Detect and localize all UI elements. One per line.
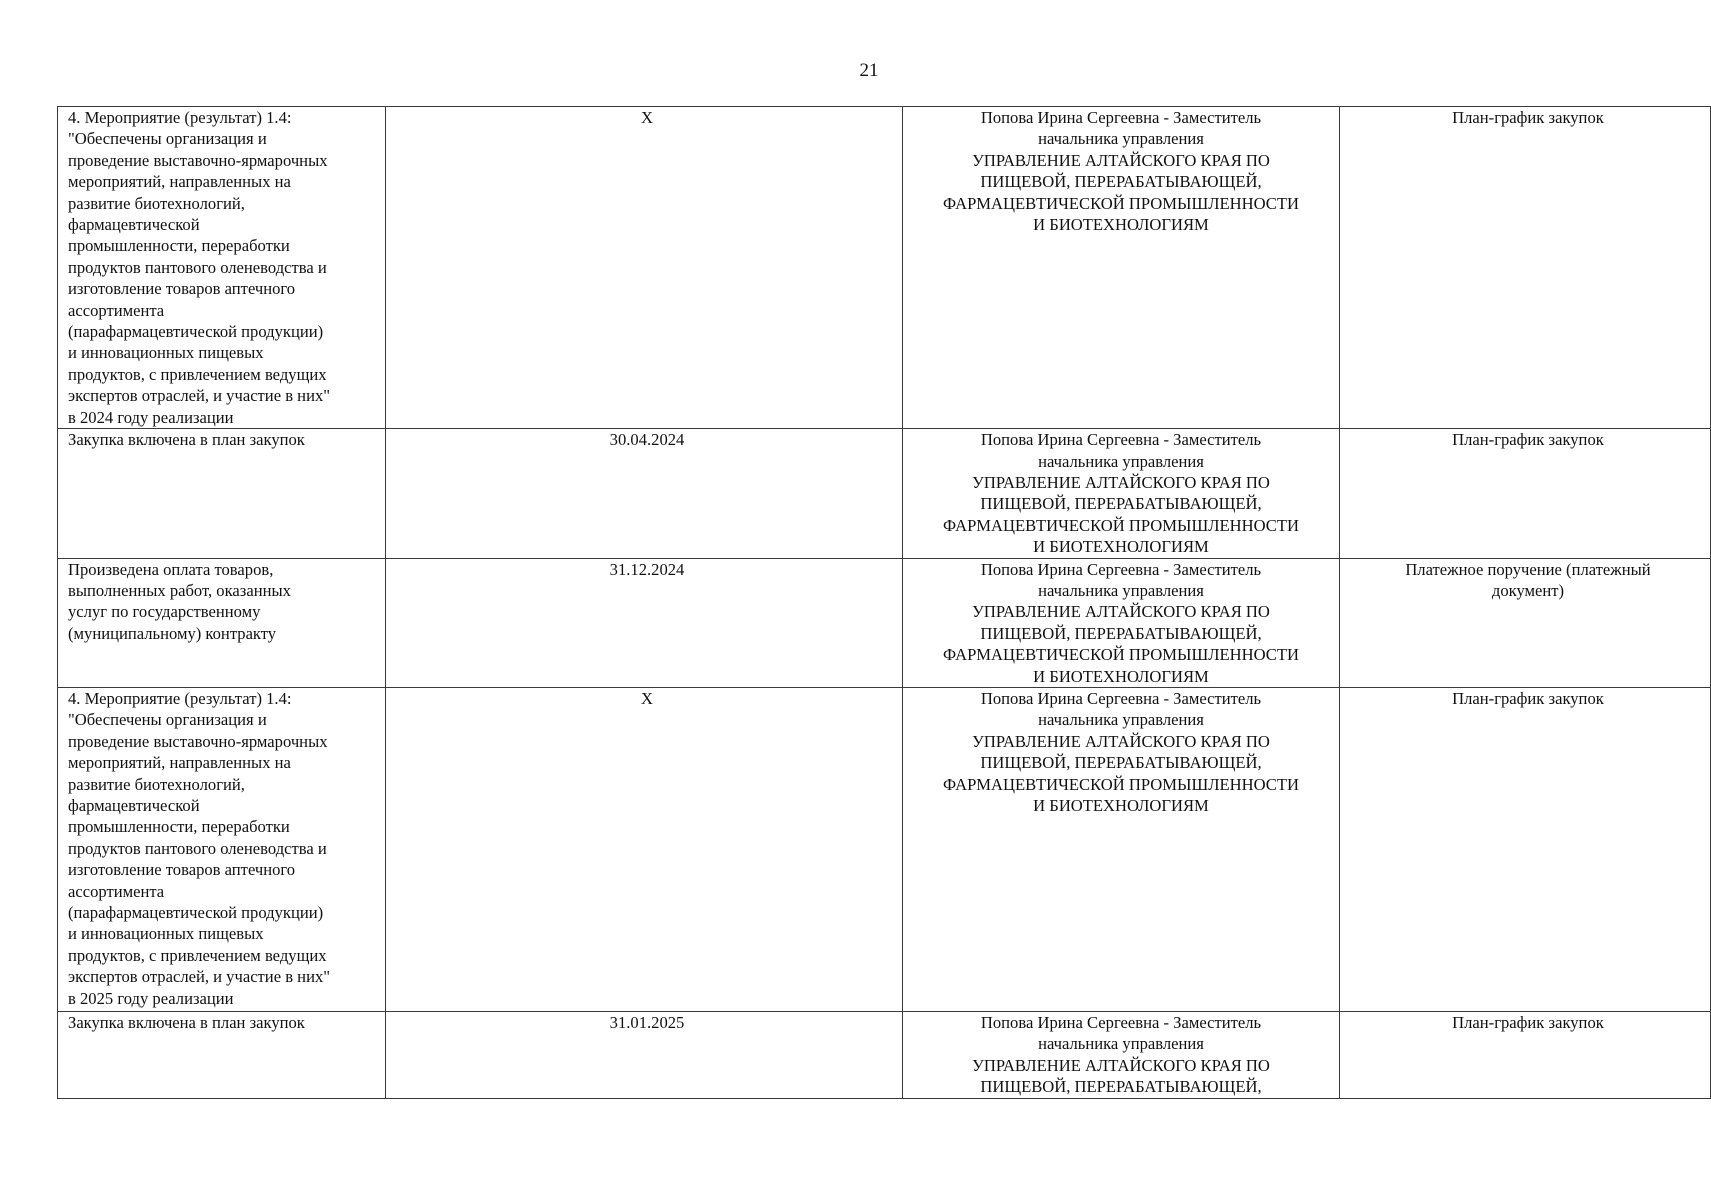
responsible-cell [903, 107, 1340, 429]
table-row [58, 107, 1711, 429]
event-name-cell [58, 1011, 386, 1098]
deadline-value: X [641, 688, 653, 708]
responsible-line: И БИОТЕХНОЛОГИЯМ [1033, 666, 1209, 686]
responsible-line: ФАРМАЦЕВТИЧЕСКОЙ ПРОМЫШЛЕННОСТИ [943, 645, 1299, 665]
event-name-text: Закупка включена в план закупок [68, 430, 305, 450]
event-name-cell [58, 107, 386, 429]
responsible-line: ПИЩЕВОЙ, ПЕРЕРАБАТЫВАЮЩЕЙ, [980, 1077, 1262, 1097]
responsible-line: ПИЩЕВОЙ, ПЕРЕРАБАТЫВАЮЩЕЙ, [980, 753, 1262, 773]
deadline-cell [386, 558, 903, 687]
event-name-cell [58, 558, 386, 687]
table-row [58, 687, 1711, 1011]
deadline-cell [386, 107, 903, 429]
responsible-line: Попова Ирина Сергеевна - Заместитель [980, 108, 1262, 127]
event-name-cell [58, 429, 386, 558]
deadline-cell [386, 687, 903, 1011]
responsible-line: УПРАВЛЕНИЕ АЛТАЙСКОГО КРАЯ ПО [972, 1055, 1270, 1075]
responsible-line: ФАРМАЦЕВТИЧЕСКОЙ ПРОМЫШЛЕННОСТИ [943, 193, 1299, 213]
deadline-value: 31.12.2024 [609, 559, 685, 579]
event-name-cell [58, 687, 386, 1011]
deadline-value: 31.01.2025 [609, 1012, 685, 1032]
responsible-cell [903, 1011, 1340, 1098]
responsible-line: ФАРМАЦЕВТИЧЕСКОЙ ПРОМЫШЛЕННОСТИ [943, 774, 1299, 794]
table-row [58, 1011, 1711, 1098]
event-name-text: 4. Мероприятие (результат) 1.4: "Обеспечены организация и проведение выставочно-ярмарочных мероприятий, направленных на развитие биотехнологий, фармацевтической промышленности, переработки продуктов пантового оленеводства и изготовление товаров аптечного ассортимента (парафармацевтической продукции) и инновационных пищевых продуктов, с привлечением ведущих экспертов отраслей, и участие в них" в 2025 году реализации [68, 688, 331, 1008]
document-type-cell [1340, 107, 1711, 429]
table-row [58, 429, 1711, 558]
event-name-text: 4. Мероприятие (результат) 1.4: "Обеспечены организация и проведение выставочно-ярмарочных мероприятий, направленных на развитие биотехнологий, фармацевтической промышленности, переработки продуктов пантового оленеводства и изготовление товаров аптечного ассортимента (парафармацевтической продукции) и инновационных пищевых продуктов, с привлечением ведущих экспертов отраслей, и участие в них" в 2024 году реализации [68, 108, 331, 427]
responsible-line: Попова Ирина Сергеевна - Заместитель [980, 559, 1262, 579]
page-number: 21 [859, 60, 879, 81]
document-type-text: План-график закупок [1452, 688, 1604, 708]
event-name-text: Произведена оплата товаров, выполненных работ, оказанных услуг по государственному (муниципальному) контракту [68, 559, 291, 643]
table-row [58, 558, 1711, 687]
deadline-value: 30.04.2024 [609, 430, 685, 450]
responsible-cell [903, 429, 1340, 558]
responsible-line: начальника управления [1038, 451, 1204, 471]
responsible-line: ПИЩЕВОЙ, ПЕРЕРАБАТЫВАЮЩЕЙ, [980, 623, 1262, 643]
plan-table-body [58, 107, 1711, 1099]
responsible-cell [903, 687, 1340, 1011]
deadline-cell [386, 1011, 903, 1098]
event-name-text: Закупка включена в план закупок [68, 1012, 305, 1032]
document-type-text: Платежное поручение (платежный документ) [1405, 559, 1651, 600]
document-type-cell [1340, 429, 1711, 558]
responsible-line: ПИЩЕВОЙ, ПЕРЕРАБАТЫВАЮЩЕЙ, [980, 172, 1262, 192]
responsible-line: И БИОТЕХНОЛОГИЯМ [1033, 215, 1209, 235]
deadline-value: X [641, 108, 653, 127]
deadline-cell [386, 429, 903, 558]
document-type-cell [1340, 1011, 1711, 1098]
document-type-cell [1340, 558, 1711, 687]
responsible-line: ПИЩЕВОЙ, ПЕРЕРАБАТЫВАЮЩЕЙ, [980, 494, 1262, 514]
plan-table [57, 106, 1711, 1099]
responsible-line: Попова Ирина Сергеевна - Заместитель [980, 430, 1262, 450]
responsible-line: И БИОТЕХНОЛОГИЯМ [1033, 537, 1209, 557]
document-type-text: План-график закупок [1452, 1012, 1604, 1032]
responsible-line: УПРАВЛЕНИЕ АЛТАЙСКОГО КРАЯ ПО [972, 472, 1270, 492]
responsible-line: И БИОТЕХНОЛОГИЯМ [1033, 796, 1209, 815]
document-type-text: План-график закупок [1452, 430, 1604, 450]
responsible-line: УПРАВЛЕНИЕ АЛТАЙСКОГО КРАЯ ПО [972, 602, 1270, 622]
responsible-line: начальника управления [1038, 129, 1204, 149]
document-type-cell [1340, 687, 1711, 1011]
responsible-cell [903, 558, 1340, 687]
responsible-line: УПРАВЛЕНИЕ АЛТАЙСКОГО КРАЯ ПО [972, 731, 1270, 751]
responsible-line: начальника управления [1038, 580, 1204, 600]
responsible-line: ФАРМАЦЕВТИЧЕСКОЙ ПРОМЫШЛЕННОСТИ [943, 515, 1299, 535]
responsible-line: Попова Ирина Сергеевна - Заместитель [980, 1012, 1262, 1032]
document-type-text: План-график закупок [1452, 108, 1604, 127]
responsible-line: УПРАВЛЕНИЕ АЛТАЙСКОГО КРАЯ ПО [972, 150, 1270, 170]
responsible-line: начальника управления [1038, 710, 1204, 730]
responsible-line: начальника управления [1038, 1034, 1204, 1054]
responsible-line: Попова Ирина Сергеевна - Заместитель [980, 688, 1262, 708]
